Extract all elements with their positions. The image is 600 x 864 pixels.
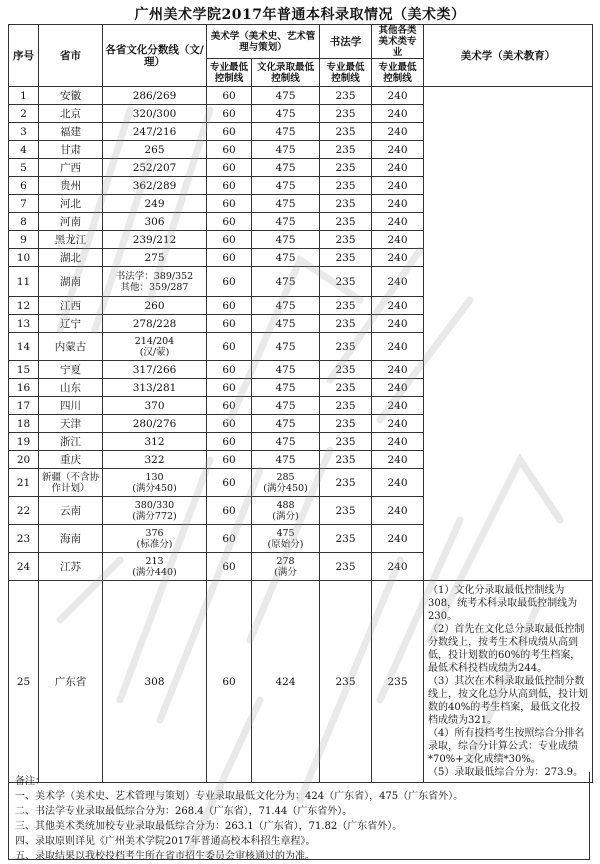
header-meishu-pro-line: 专业最低控制线 <box>207 59 252 87</box>
cell-art-education-blank <box>424 87 593 581</box>
cell-other-pro: 240 <box>372 297 424 315</box>
cell-seq: 6 <box>9 177 39 195</box>
cell-meishu-culture: 475 <box>252 141 320 159</box>
cell-province: 广西 <box>39 159 103 177</box>
cell-meishu-culture: 475 <box>252 315 320 333</box>
cell-province: 甘肃 <box>39 141 103 159</box>
cell-meishu-culture: 475 <box>252 195 320 213</box>
cell-other-pro: 240 <box>372 141 424 159</box>
cell-meishu-pro: 60 <box>207 177 252 195</box>
cell-seq: 4 <box>9 141 39 159</box>
cell-province: 安徽 <box>39 87 103 105</box>
cell-other-pro: 240 <box>372 553 424 581</box>
cell-seq: 23 <box>9 525 39 553</box>
cell-culture-line: 260 <box>103 297 207 315</box>
remarks-line: 五、录取结果以我校投档考生所在省市招生委员会审核通过的为准。 <box>15 851 315 862</box>
cell-other-pro: 240 <box>372 433 424 451</box>
cell-seq: 3 <box>9 123 39 141</box>
header-other-majors: 其他各类美术类专业 <box>372 25 424 59</box>
cell-other-pro: 240 <box>372 195 424 213</box>
header-culture-line: 各省文化分数线（文/理） <box>103 25 207 87</box>
cell-other-pro: 240 <box>372 469 424 497</box>
cell-meishu-pro: 60 <box>207 123 252 141</box>
table-row <box>9 87 593 105</box>
cell-seq: 21 <box>9 469 39 497</box>
cell-meishu-culture <box>252 525 320 553</box>
remarks-section <box>8 772 590 860</box>
cell-meishu-pro: 60 <box>207 195 252 213</box>
cell-shufa-pro: 235 <box>320 415 372 433</box>
cell-province: 四川 <box>39 397 103 415</box>
table-body <box>9 87 593 783</box>
remarks-line: 三、其他美术类统加校专业录取最低综合分为：263.1（广东省），71.82（广东省外）。 <box>15 821 403 832</box>
cell-province: 湖南 <box>39 267 103 297</box>
cell-culture-line: 239/212 <box>103 231 207 249</box>
remarks-line: 备注： <box>15 776 45 787</box>
cell-other-pro: 240 <box>372 451 424 469</box>
cell-shufa-pro: 235 <box>320 231 372 249</box>
cell-province: 海南 <box>39 525 103 553</box>
cell-province: 宁夏 <box>39 361 103 379</box>
cell-province: 河南 <box>39 213 103 231</box>
cell-shufa-pro: 235 <box>320 581 372 783</box>
cell-meishu-pro: 60 <box>207 231 252 249</box>
cell-culture-line-line: (满分440) <box>132 566 177 578</box>
cell-culture-line-line: 130 <box>145 471 164 483</box>
header-province: 省市 <box>39 25 103 87</box>
cell-culture-line: 275 <box>103 249 207 267</box>
cell-meishu-pro: 60 <box>207 433 252 451</box>
cell-seq: 12 <box>9 297 39 315</box>
guangdong-notes-line: （2）首先在文化总分录取最低控制分数线上，按考生术科成绩从高到低，投计划数的60%的考生档案，最低术科投档成绩为244。 <box>428 624 585 674</box>
cell-culture-line-line: 380/330 <box>134 499 175 511</box>
cell-meishu-culture: 475 <box>252 333 320 361</box>
cell-culture-line-line: 214/204 <box>134 335 175 347</box>
cell-meishu-culture-line: 475 <box>276 527 295 539</box>
cell-meishu-culture: 475 <box>252 231 320 249</box>
cell-culture-line: 280/276 <box>103 415 207 433</box>
cell-meishu-pro: 60 <box>207 553 252 581</box>
cell-culture-line: 362/289 <box>103 177 207 195</box>
cell-seq: 5 <box>9 159 39 177</box>
cell-culture-line: 322 <box>103 451 207 469</box>
header-shufa-pro-line: 专业最低控制线 <box>320 59 372 87</box>
cell-seq: 11 <box>9 267 39 297</box>
cell-meishu-culture: 475 <box>252 415 320 433</box>
cell-culture-line: 312 <box>103 433 207 451</box>
cell-province: 江苏 <box>39 553 103 581</box>
cell-meishu-culture-line: 488 <box>276 499 295 511</box>
cell-meishu-culture: 475 <box>252 105 320 123</box>
guangdong-notes-line: （4）所有投档考生按照综合分排名录取，综合分计算公式：专业成绩*70%+文化成绩*30%。 <box>428 728 585 765</box>
cell-province: 辽宁 <box>39 315 103 333</box>
cell-shufa-pro: 235 <box>320 397 372 415</box>
cell-meishu-culture: 475 <box>252 249 320 267</box>
admission-table <box>8 24 593 783</box>
header-shufa: 书法学 <box>320 25 372 59</box>
cell-shufa-pro: 235 <box>320 379 372 397</box>
cell-seq: 17 <box>9 397 39 415</box>
cell-meishu-pro: 60 <box>207 159 252 177</box>
cell-seq: 19 <box>9 433 39 451</box>
cell-seq: 13 <box>9 315 39 333</box>
cell-shufa-pro: 235 <box>320 249 372 267</box>
cell-province: 湖北 <box>39 249 103 267</box>
cell-shufa-pro: 235 <box>320 213 372 231</box>
cell-province: 山东 <box>39 379 103 397</box>
cell-meishu-pro: 60 <box>207 415 252 433</box>
cell-culture-line: 317/266 <box>103 361 207 379</box>
cell-meishu-pro: 60 <box>207 397 252 415</box>
cell-culture-line <box>103 553 207 581</box>
cell-shufa-pro: 235 <box>320 469 372 497</box>
cell-culture-line: 252/207 <box>103 159 207 177</box>
guangdong-notes-line: （5）录取最低综合分为：273.9。 <box>428 767 584 778</box>
cell-province: 重庆 <box>39 451 103 469</box>
cell-seq: 22 <box>9 497 39 525</box>
cell-shufa-pro: 235 <box>320 315 372 333</box>
cell-meishu-culture <box>252 553 320 581</box>
cell-meishu-pro: 60 <box>207 267 252 297</box>
table-row-guangdong <box>9 581 593 783</box>
cell-meishu-culture-line: 278 <box>276 555 295 567</box>
cell-culture-line: 265 <box>103 141 207 159</box>
remarks-line: 四、录取原则详见《广州美术学院2017年普通高校本科招生章程》。 <box>15 836 316 847</box>
cell-shufa-pro: 235 <box>320 159 372 177</box>
cell-culture-line: 286/269 <box>103 87 207 105</box>
cell-shufa-pro: 235 <box>320 297 372 315</box>
cell-seq: 25 <box>9 581 39 783</box>
cell-meishu-culture-line: (满分) <box>272 510 299 522</box>
header-art-education: 美术学（美术教育） <box>424 25 593 87</box>
cell-province: 贵州 <box>39 177 103 195</box>
remarks-line: 一、美术学（美术史、艺术管理与策划）专业录取最低文化分为：424（广东省），475（广东省外）。 <box>15 791 464 802</box>
cell-meishu-culture-line: (原始分) <box>267 538 304 550</box>
cell-other-pro: 240 <box>372 361 424 379</box>
cell-province: 内蒙古 <box>39 333 103 361</box>
cell-other-pro: 240 <box>372 525 424 553</box>
cell-province: 北京 <box>39 105 103 123</box>
cell-province: 江西 <box>39 297 103 315</box>
cell-province: 天津 <box>39 415 103 433</box>
cell-shufa-pro: 235 <box>320 451 372 469</box>
cell-other-pro: 240 <box>372 159 424 177</box>
document-title: 广州美术学院2017年普通本科录取情况（美术类） <box>134 7 466 23</box>
cell-culture-line: 308 <box>103 581 207 783</box>
cell-seq: 9 <box>9 231 39 249</box>
cell-seq: 16 <box>9 379 39 397</box>
cell-culture-line: 247/216 <box>103 123 207 141</box>
header-meishu-group: 美术学（美术史、艺术管理与策划） <box>207 25 320 59</box>
guangdong-notes-line: （3）其次在术科录取最低控制分数线上，按文化总分从高到低，投计划数的40%的考生档案，最低文化投档成绩为321。 <box>428 676 589 726</box>
cell-meishu-culture: 475 <box>252 397 320 415</box>
cell-province: 广东省 <box>39 581 103 783</box>
cell-other-pro: 240 <box>372 397 424 415</box>
header-meishu-culture-line: 文化录取最低控制线 <box>252 59 320 87</box>
cell-province: 河北 <box>39 195 103 213</box>
cell-meishu-pro: 60 <box>207 379 252 397</box>
cell-province: 浙江 <box>39 433 103 451</box>
guangdong-notes <box>424 581 593 783</box>
cell-shufa-pro: 235 <box>320 141 372 159</box>
cell-meishu-pro: 60 <box>207 141 252 159</box>
cell-other-pro: 240 <box>372 379 424 397</box>
cell-shufa-pro: 235 <box>320 123 372 141</box>
cell-meishu-pro: 60 <box>207 497 252 525</box>
cell-meishu-pro: 60 <box>207 297 252 315</box>
cell-meishu-culture: 475 <box>252 267 320 297</box>
cell-seq: 1 <box>9 87 39 105</box>
cell-other-pro: 240 <box>372 267 424 297</box>
cell-shufa-pro: 235 <box>320 497 372 525</box>
cell-meishu-culture: 475 <box>252 361 320 379</box>
cell-meishu-pro: 60 <box>207 249 252 267</box>
cell-seq: 10 <box>9 249 39 267</box>
cell-meishu-culture: 424 <box>252 581 320 783</box>
cell-seq: 7 <box>9 195 39 213</box>
header-other-pro-line: 专业最低控制线 <box>372 59 424 87</box>
remarks-line: 二、书法学专业录取最低综合分为：268.4（广东省），71.44（广东省外）。 <box>15 806 353 817</box>
cell-seq: 24 <box>9 553 39 581</box>
cell-shufa-pro: 235 <box>320 177 372 195</box>
cell-meishu-pro: 60 <box>207 213 252 231</box>
cell-culture-line: 306 <box>103 213 207 231</box>
cell-culture-line-line: 213 <box>145 555 164 567</box>
cell-seq: 14 <box>9 333 39 361</box>
cell-meishu-culture: 475 <box>252 451 320 469</box>
cell-meishu-culture <box>252 469 320 497</box>
cell-culture-line-line: (汉/蒙) <box>139 346 170 358</box>
cell-meishu-culture: 475 <box>252 123 320 141</box>
cell-culture-line-line: (满分772) <box>132 510 177 522</box>
cell-culture-line: 370 <box>103 397 207 415</box>
cell-other-pro: 240 <box>372 333 424 361</box>
cell-meishu-culture: 475 <box>252 379 320 397</box>
cell-other-pro: 240 <box>372 105 424 123</box>
cell-seq: 20 <box>9 451 39 469</box>
cell-meishu-culture-line: 285 <box>276 471 295 483</box>
cell-meishu-culture <box>252 497 320 525</box>
cell-shufa-pro: 235 <box>320 361 372 379</box>
cell-shufa-pro: 235 <box>320 267 372 297</box>
cell-culture-line-line: 书法学：389/352 <box>115 270 194 282</box>
cell-seq: 15 <box>9 361 39 379</box>
cell-seq: 2 <box>9 105 39 123</box>
cell-shufa-pro: 235 <box>320 333 372 361</box>
cell-other-pro: 240 <box>372 249 424 267</box>
cell-meishu-pro: 60 <box>207 525 252 553</box>
cell-shufa-pro: 235 <box>320 195 372 213</box>
cell-meishu-culture: 475 <box>252 177 320 195</box>
cell-meishu-pro: 60 <box>207 361 252 379</box>
cell-meishu-pro: 60 <box>207 87 252 105</box>
cell-meishu-pro: 60 <box>207 469 252 497</box>
cell-meishu-culture: 475 <box>252 297 320 315</box>
cell-seq: 18 <box>9 415 39 433</box>
cell-meishu-culture-line: (满分 <box>274 566 297 578</box>
cell-meishu-culture: 475 <box>252 159 320 177</box>
cell-shufa-pro: 235 <box>320 105 372 123</box>
cell-other-pro: 240 <box>372 177 424 195</box>
cell-meishu-culture-line: (满分450) <box>263 482 308 494</box>
cell-province: 黑龙江 <box>39 231 103 249</box>
cell-other-pro: 240 <box>372 415 424 433</box>
cell-culture-line: 320/300 <box>103 105 207 123</box>
cell-meishu-culture: 475 <box>252 213 320 231</box>
cell-culture-line: 313/281 <box>103 379 207 397</box>
cell-culture-line <box>103 267 207 297</box>
cell-other-pro: 240 <box>372 315 424 333</box>
cell-meishu-pro: 60 <box>207 451 252 469</box>
header-seq: 序号 <box>9 25 39 87</box>
cell-meishu-pro: 60 <box>207 333 252 361</box>
guangdong-notes-line: （1）文化分录取最低控制线为308，统考术科录取最低控制线为230。 <box>428 585 578 622</box>
cell-meishu-culture: 475 <box>252 433 320 451</box>
cell-meishu-pro: 60 <box>207 315 252 333</box>
cell-other-pro: 240 <box>372 497 424 525</box>
cell-other-pro: 235 <box>372 581 424 783</box>
cell-other-pro: 240 <box>372 123 424 141</box>
cell-culture-line <box>103 525 207 553</box>
cell-province: 新疆（不含协作计划） <box>39 469 103 497</box>
cell-province: 云南 <box>39 497 103 525</box>
cell-meishu-culture: 475 <box>252 87 320 105</box>
cell-other-pro: 240 <box>372 231 424 249</box>
cell-other-pro: 240 <box>372 87 424 105</box>
cell-seq: 8 <box>9 213 39 231</box>
cell-province: 福建 <box>39 123 103 141</box>
cell-meishu-pro: 60 <box>207 105 252 123</box>
cell-other-pro: 240 <box>372 213 424 231</box>
cell-shufa-pro: 235 <box>320 87 372 105</box>
cell-culture-line-line: (满分450) <box>132 482 177 494</box>
cell-culture-line <box>103 469 207 497</box>
cell-culture-line-line: 376 <box>145 527 164 539</box>
cell-shufa-pro: 235 <box>320 553 372 581</box>
cell-shufa-pro: 235 <box>320 433 372 451</box>
cell-shufa-pro: 235 <box>320 525 372 553</box>
cell-culture-line-line: (标准分) <box>136 538 173 550</box>
cell-culture-line <box>103 497 207 525</box>
cell-culture-line: 249 <box>103 195 207 213</box>
cell-culture-line-line: 其他：359/287 <box>120 281 189 293</box>
cell-culture-line: 278/228 <box>103 315 207 333</box>
cell-culture-line <box>103 333 207 361</box>
cell-meishu-pro: 60 <box>207 581 252 783</box>
